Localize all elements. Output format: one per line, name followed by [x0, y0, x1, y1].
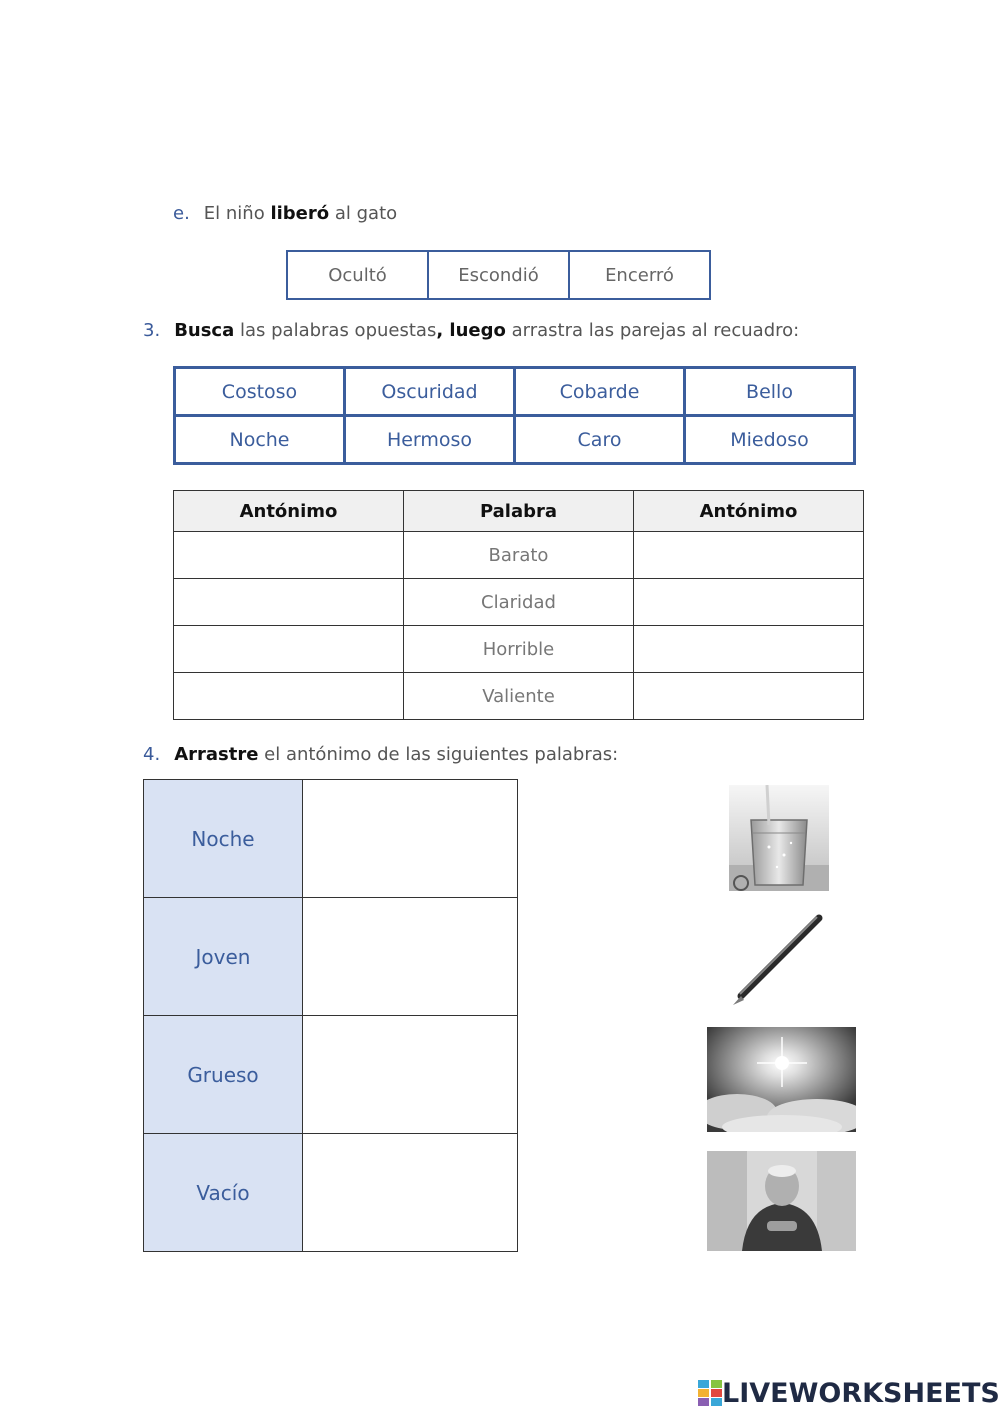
drop-slot[interactable]: [174, 532, 404, 579]
word-bank-item[interactable]: Noche: [175, 416, 345, 464]
table-row: [174, 532, 864, 579]
item-e-marker: e.: [173, 203, 190, 224]
drag-table: [143, 779, 518, 1252]
word-cell: Grueso: [144, 1016, 303, 1134]
option-button[interactable]: Encerró: [569, 251, 710, 299]
word-bank-item[interactable]: Miedoso: [685, 416, 855, 464]
word-cell: Joven: [144, 898, 303, 1016]
elderly-man-image[interactable]: [707, 1151, 856, 1251]
glass-of-water-image[interactable]: [729, 785, 829, 891]
table-row: [144, 1016, 518, 1134]
table-row: [144, 780, 518, 898]
word-cell: Valiente: [404, 673, 634, 720]
pencil-image[interactable]: [729, 912, 825, 1008]
word-bank-item[interactable]: Caro: [515, 416, 685, 464]
exercise-4-number: 4.: [143, 744, 161, 765]
word-cell: Barato: [404, 532, 634, 579]
drop-slot[interactable]: [303, 1134, 518, 1252]
logo-icon: [698, 1380, 722, 1406]
drop-slot[interactable]: [174, 626, 404, 673]
option-row: [286, 250, 711, 300]
word-bank-item[interactable]: Hermoso: [345, 416, 515, 464]
drop-slot[interactable]: [174, 673, 404, 720]
table-row: [174, 579, 864, 626]
table-row: [174, 626, 864, 673]
sunny-sky-image[interactable]: [707, 1027, 856, 1132]
column-header: Antónimo: [634, 491, 864, 532]
word-bank-item[interactable]: Bello: [685, 368, 855, 416]
word-bank: [173, 366, 856, 465]
exercise-4-instruction: 4. Arrastre el antónimo de las siguientes palabras:: [143, 744, 619, 765]
drop-slot[interactable]: [634, 532, 864, 579]
drop-slot[interactable]: [303, 780, 518, 898]
word-bank-item[interactable]: Costoso: [175, 368, 345, 416]
drop-slot[interactable]: [174, 579, 404, 626]
column-header: Palabra: [404, 491, 634, 532]
drop-slot[interactable]: [634, 626, 864, 673]
keyword: liberó: [270, 203, 330, 224]
word-cell: Noche: [144, 780, 303, 898]
drop-slot[interactable]: [634, 673, 864, 720]
word-cell: Vacío: [144, 1134, 303, 1252]
word-cell: Horrible: [404, 626, 634, 673]
drop-slot[interactable]: [634, 579, 864, 626]
liveworksheets-logo: [698, 1378, 1000, 1408]
logo-text: LIVEWORKSHEETS: [722, 1377, 1000, 1409]
item-e-sentence: e. El niño liberó al gato: [173, 203, 398, 224]
exercise-3-number: 3.: [143, 320, 161, 341]
option-button[interactable]: Escondió: [428, 251, 569, 299]
table-row: [144, 1134, 518, 1252]
table-row: [174, 673, 864, 720]
word-bank-item[interactable]: Cobarde: [515, 368, 685, 416]
table-row: [144, 898, 518, 1016]
antonyms-table: [173, 490, 864, 720]
word-bank-item[interactable]: Oscuridad: [345, 368, 515, 416]
word-cell: Claridad: [404, 579, 634, 626]
option-button[interactable]: Ocultó: [287, 251, 428, 299]
column-header: Antónimo: [174, 491, 404, 532]
drop-slot[interactable]: [303, 898, 518, 1016]
exercise-3-instruction: 3. Busca las palabras opuestas, luego arrastra las parejas al recuadro:: [143, 320, 800, 341]
drop-slot[interactable]: [303, 1016, 518, 1134]
